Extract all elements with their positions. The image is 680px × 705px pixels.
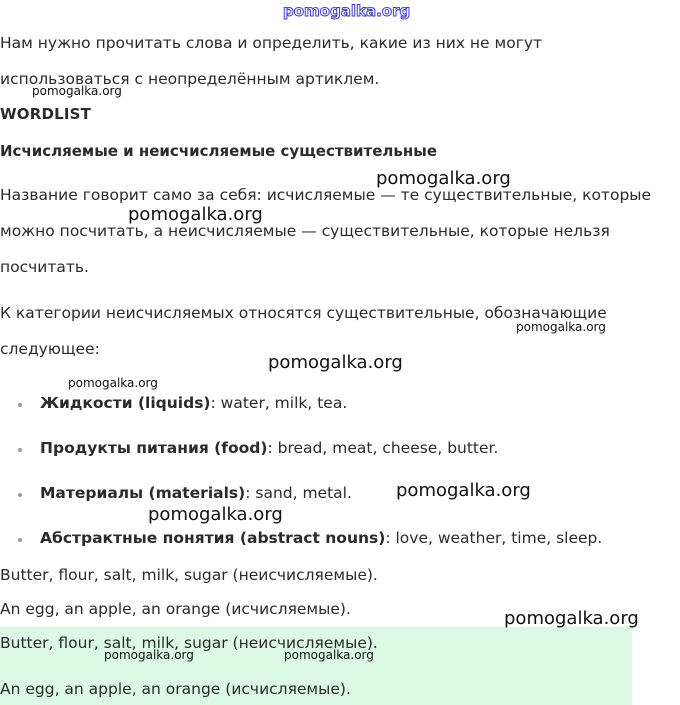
watermark: pomogalka.org bbox=[32, 84, 122, 98]
bullet-icon bbox=[18, 538, 22, 542]
category-examples: : love, weather, time, sleep. bbox=[385, 529, 603, 547]
para2-line-2: следующее: bbox=[0, 340, 100, 358]
watermark: pomogalka.org bbox=[516, 320, 606, 334]
category-examples: : sand, metal. bbox=[245, 484, 352, 502]
watermark-top: pomogalka.org bbox=[283, 2, 411, 20]
example-line-1: Butter, flour, salt, milk, sugar (неисчисляемые). bbox=[0, 566, 378, 584]
para1-line-3: посчитать. bbox=[0, 258, 89, 276]
watermark: pomogalka.org bbox=[104, 648, 194, 662]
para1-line-2: можно посчитать, а неисчисляемые — существительные, которые нельзя bbox=[0, 222, 610, 240]
bullet-icon bbox=[18, 448, 22, 452]
category-examples: : bread, meat, cheese, butter. bbox=[267, 439, 499, 457]
answer-line-1: Butter, flour, salt, milk, sugar (неисчисляемые). bbox=[0, 634, 378, 652]
bullet-icon bbox=[18, 493, 22, 497]
watermark: pomogalka.org bbox=[268, 352, 403, 373]
watermark: pomogalka.org bbox=[284, 648, 374, 662]
bullet-icon bbox=[18, 403, 22, 407]
intro-line-2: использоваться с неопределённым артиклем. bbox=[0, 70, 380, 88]
category-term: Жидкости (liquids) bbox=[40, 394, 211, 412]
watermark: pomogalka.org bbox=[396, 480, 531, 501]
category-term: Абстрактные понятия (abstract nouns) bbox=[40, 529, 386, 547]
intro-line-1: Нам нужно прочитать слова и определить, какие из них не могут bbox=[0, 34, 543, 52]
category-term: Материалы (materials) bbox=[40, 484, 246, 502]
example-line-2: An egg, an apple, an orange (исчисляемые). bbox=[0, 600, 351, 618]
category-term: Продукты питания (food) bbox=[40, 439, 268, 457]
watermark: pomogalka.org bbox=[504, 608, 639, 629]
answer-line-2: An egg, an apple, an orange (исчисляемые). bbox=[0, 680, 351, 698]
category-examples: : water, milk, tea. bbox=[210, 394, 348, 412]
watermark: pomogalka.org bbox=[128, 204, 263, 225]
watermark: pomogalka.org bbox=[68, 376, 158, 390]
para2-line-1: К категории неисчисляемых относятся существительные, обозначающие bbox=[0, 304, 607, 322]
section-heading: Исчисляемые и неисчисляемые существительные bbox=[0, 142, 437, 160]
watermark: pomogalka.org bbox=[376, 168, 511, 189]
para1-line-1: Название говорит само за себя: исчисляемые — те существительные, которые bbox=[0, 186, 652, 204]
watermark: pomogalka.org bbox=[148, 504, 283, 525]
wordlist-label: WORDLIST bbox=[0, 105, 92, 123]
